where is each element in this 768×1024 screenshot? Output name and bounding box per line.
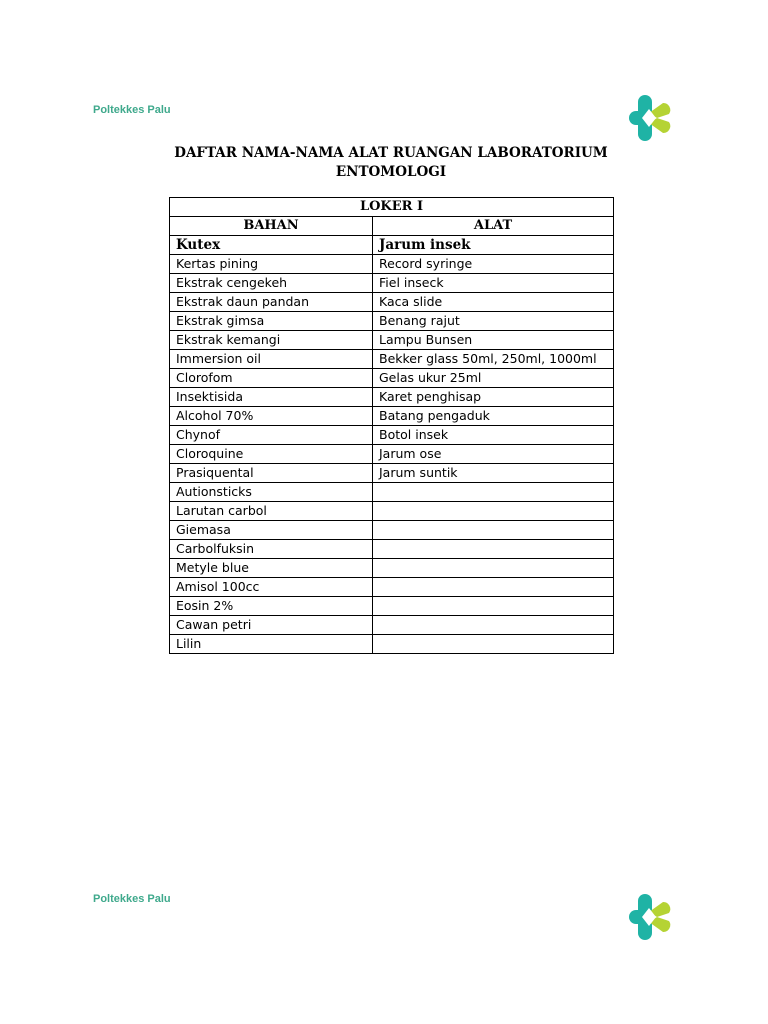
column-header-alat: ALAT xyxy=(373,217,614,236)
cell-alat xyxy=(373,616,614,635)
table-row xyxy=(170,578,614,597)
cell-alat: Botol insek xyxy=(373,426,614,445)
table-row xyxy=(170,350,614,369)
cell-alat: Gelas ukur 25ml xyxy=(373,369,614,388)
cell-bahan: Prasiquental xyxy=(170,464,373,483)
table-row xyxy=(170,635,614,654)
cell-alat: Bekker glass 50ml, 250ml, 1000ml xyxy=(373,350,614,369)
column-header-bahan: BAHAN xyxy=(170,217,373,236)
cell-bahan: Cloroquine xyxy=(170,445,373,464)
cell-bahan: Giemasa xyxy=(170,521,373,540)
table-row xyxy=(170,464,614,483)
inventory-table xyxy=(169,197,614,654)
cell-bahan: Lilin xyxy=(170,635,373,654)
table-row xyxy=(170,559,614,578)
title-line-1: DAFTAR NAMA-NAMA ALAT RUANGAN LABORATORIUM xyxy=(174,145,608,161)
table-body xyxy=(170,236,614,654)
cell-alat: Jarum insek xyxy=(373,236,614,255)
cell-alat xyxy=(373,559,614,578)
cell-alat xyxy=(373,483,614,502)
cell-alat xyxy=(373,578,614,597)
cell-alat: Karet penghisap xyxy=(373,388,614,407)
cell-bahan: Autionsticks xyxy=(170,483,373,502)
table-row xyxy=(170,369,614,388)
cell-alat: Jarum ose xyxy=(373,445,614,464)
table-row xyxy=(170,312,614,331)
table-row xyxy=(170,540,614,559)
kemenkes-logo-footer-icon xyxy=(627,892,673,942)
table-row xyxy=(170,445,614,464)
table-row xyxy=(170,274,614,293)
table-row xyxy=(170,331,614,350)
cell-bahan: Immersion oil xyxy=(170,350,373,369)
cell-alat xyxy=(373,521,614,540)
cell-bahan: Kutex xyxy=(170,236,373,255)
cell-bahan: Ekstrak gimsa xyxy=(170,312,373,331)
cell-alat: Jarum suntik xyxy=(373,464,614,483)
cell-bahan: Ekstrak daun pandan xyxy=(170,293,373,312)
cell-bahan: Carbolfuksin xyxy=(170,540,373,559)
cell-bahan: Alcohol 70% xyxy=(170,407,373,426)
cell-bahan: Ekstrak cengekeh xyxy=(170,274,373,293)
cell-alat: Lampu Bunsen xyxy=(373,331,614,350)
cell-alat: Batang pengaduk xyxy=(373,407,614,426)
cell-bahan: Metyle blue xyxy=(170,559,373,578)
table-row xyxy=(170,426,614,445)
cell-alat: Fiel inseck xyxy=(373,274,614,293)
cell-alat: Benang rajut xyxy=(373,312,614,331)
cell-alat xyxy=(373,502,614,521)
table-row xyxy=(170,597,614,616)
cell-bahan: Larutan carbol xyxy=(170,502,373,521)
table-row xyxy=(170,616,614,635)
cell-bahan: Amisol 100cc xyxy=(170,578,373,597)
header-brand: Poltekkes Palu xyxy=(93,104,171,116)
cell-alat: Kaca slide xyxy=(373,293,614,312)
cell-alat xyxy=(373,597,614,616)
kemenkes-logo-icon xyxy=(627,93,673,143)
footer-brand: Poltekkes Palu xyxy=(93,893,171,905)
table-row xyxy=(170,407,614,426)
cell-bahan: Insektisida xyxy=(170,388,373,407)
table-row xyxy=(170,388,614,407)
cell-bahan: Clorofom xyxy=(170,369,373,388)
table-caption: LOKER I xyxy=(170,198,614,217)
table-row xyxy=(170,521,614,540)
cell-bahan: Eosin 2% xyxy=(170,597,373,616)
cell-bahan: Ekstrak kemangi xyxy=(170,331,373,350)
cell-bahan: Kertas pining xyxy=(170,255,373,274)
cell-alat xyxy=(373,540,614,559)
table-row xyxy=(170,483,614,502)
cell-bahan: Cawan petri xyxy=(170,616,373,635)
table-row xyxy=(170,236,614,255)
document-title xyxy=(170,144,612,182)
table-row xyxy=(170,502,614,521)
cell-alat: Record syringe xyxy=(373,255,614,274)
table-row xyxy=(170,255,614,274)
title-line-2: ENTOMOLOGI xyxy=(335,164,447,180)
cell-alat xyxy=(373,635,614,654)
table-row xyxy=(170,293,614,312)
cell-bahan: Chynof xyxy=(170,426,373,445)
